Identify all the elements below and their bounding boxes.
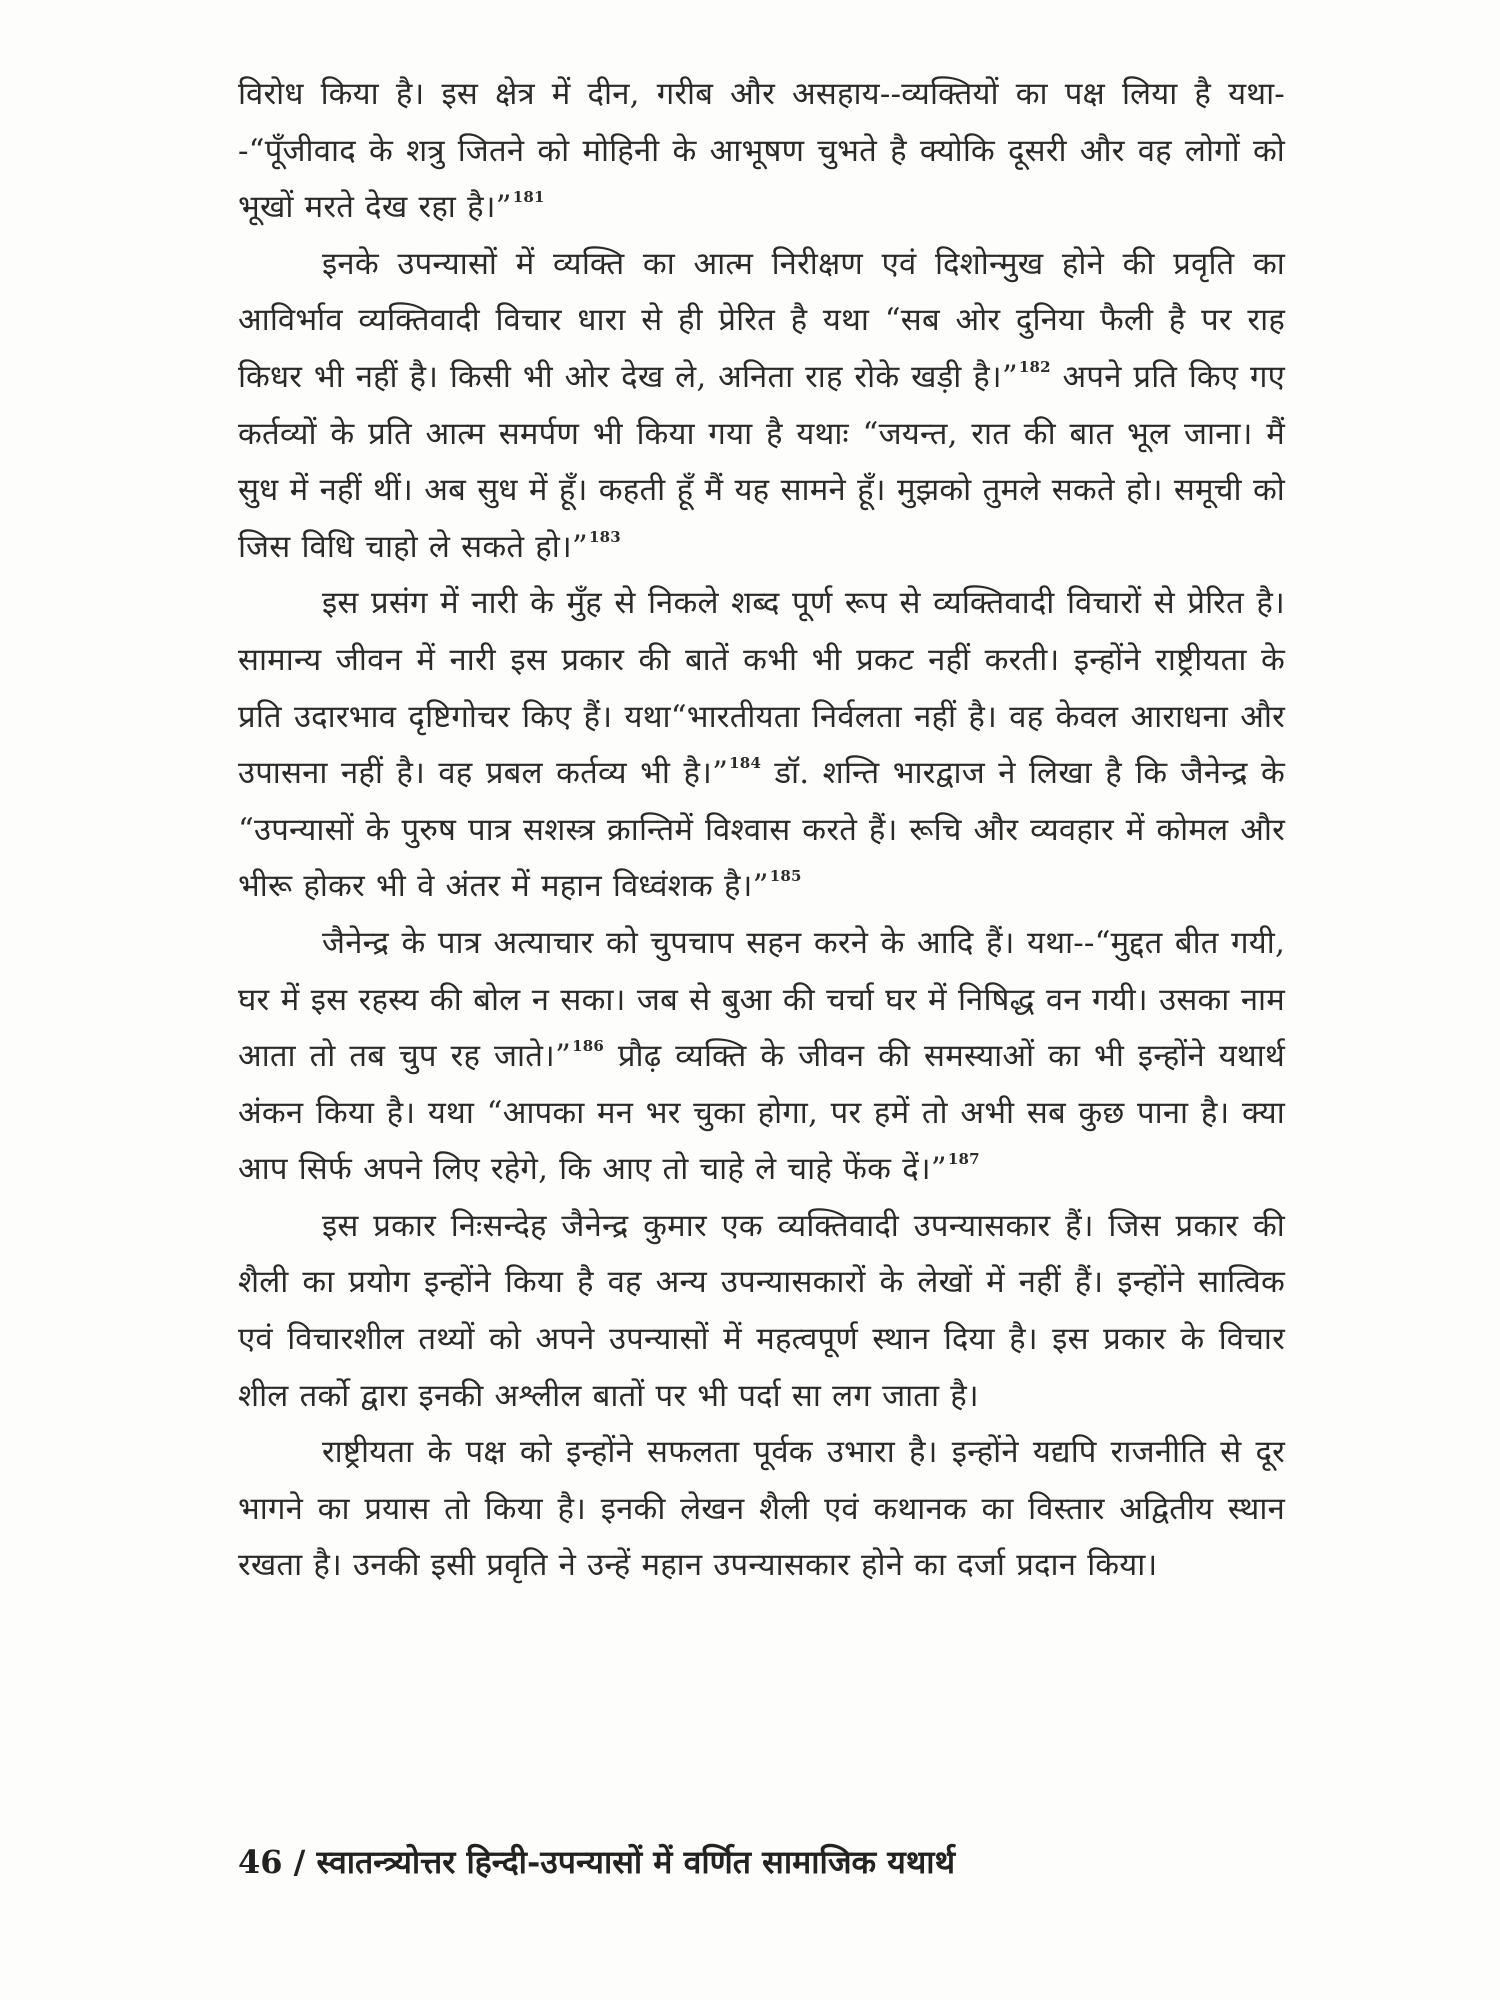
footnote-marker: 181: [512, 188, 545, 207]
book-title: स्वातन्त्र्योत्तर हिन्दी-उपन्यासों में वर्णित सामाजिक यथार्थ: [316, 1843, 956, 1881]
footer-separator: /: [282, 1843, 317, 1881]
paragraph: [238, 66, 1285, 236]
body-text: [238, 66, 1285, 1594]
paragraph-text: डॉ. शन्ति भारद्वाज ने लिखा है कि जैनेन्द्र के “उपन्यासों के पुरुष पात्र सशस्त्र क्रान्तिमें विश्वास करते हैं। रूचि और व्यवहार में कोमल और भीरू होकर भी वे अंतर में महान विध्वंशक है।”: [238, 755, 1285, 905]
paragraph-text: इनके उपन्यासों में व्यक्ति का आत्म निरीक्षण एवं दिशोन्मुख होने की प्रवृति का आविर्भाव व्यक्तिवादी विचार धारा से ही प्रेरित है यथा “सब ओर दुनिया फैली है पर राह किधर भी नहीं है। किसी भी ओर देख ले, अनिता राह रोके खड़ी है।”: [238, 245, 1285, 395]
paragraph: [238, 236, 1285, 576]
paragraph-text: प्रौढ़ व्यक्ति के जीवन की समस्याओं का भी इन्होंने यथार्थ अंकन किया है। यथा “आपका मन भर चुका होगा, पर हमें तो अभी सब कुछ पाना है। क्या आप सिर्फ अपने लिए रहेगे, कि आए तो चाहे ले चाहे फेंक दें।”: [238, 1038, 1285, 1188]
paragraph: [238, 1424, 1285, 1594]
paragraph: [238, 1198, 1285, 1424]
paragraph-text: इस प्रसंग में नारी के मुँह से निकले शब्द पूर्ण रूप से व्यक्तिवादी विचारों से प्रेरित है। सामान्य जीवन में नारी इस प्रकार की बातें कभी भी प्रकट नहीं करती। इन्होंने राष्ट्रीयता के प्रति उदारभाव दृष्टिगोचर किए हैं। यथा“भारतीयता निर्वलता नहीं है। वह केवल आराधना और उपासना नहीं है। वह प्रबल कर्तव्य भी है।”: [238, 585, 1285, 792]
footnote-marker: 187: [947, 1150, 980, 1169]
footnote-marker: 183: [588, 527, 621, 546]
paragraph-text: जैनेन्द्र के पात्र अत्याचार को चुपचाप सहन करने के आदि हैं। यथा--“मुद्दत बीत गयी, घर में इस रहस्य की बोल न सका। जब से बुआ की चर्चा घर में निषिद्ध वन गयी। उसका नाम आता तो तब चुप रह जाते।”: [238, 924, 1285, 1075]
footnote-marker: 186: [572, 1037, 604, 1056]
paragraph: [238, 915, 1285, 1198]
footnote-marker: 184: [729, 754, 762, 773]
paragraph-text: विरोध किया है। इस क्षेत्र में दीन, गरीब और असहाय--व्यक्तियों का पक्ष लिया है यथा--“पूँजीवाद के शत्रु जितने को मोहिनी के आभूषण चुभते है क्योकि दूसरी और वह लोगों को भूखों मरते देख रहा है।”: [238, 76, 1285, 226]
paragraph-text: अपने प्रति किए गए कर्तव्यों के प्रति आत्म समर्पण भी किया गया है यथाः “जयन्त, रात की बात भूल जाना। मैं सुध में नहीं थीं। अब सुध में हूँ। कहती हूँ मैं यह सामने हूँ। मुझको तुमले सकते हो। समूची को जिस विधि चाहो ले सकते हो।”: [238, 358, 1285, 565]
page-number: 46: [238, 1843, 283, 1881]
footnote-marker: 182: [1018, 357, 1051, 376]
page-footer: [238, 1840, 955, 1883]
footnote-marker: 185: [769, 867, 802, 886]
paragraph-text: राष्ट्रीयता के पक्ष को इन्होंने सफलता पूर्वक उभारा है। इन्होंने यद्यपि राजनीति से दूर भागने का प्रयास तो किया है। इनकी लेखन शैली एवं कथानक का विस्तार अद्वितीय स्थान रखता है। उनकी इसी प्रवृति ने उन्हें महान उपन्यासकार होने का दर्जा प्रदान किया।: [238, 1434, 1285, 1584]
paragraph-text: इस प्रकार निःसन्देह जैनेन्द्र कुमार एक व्यक्तिवादी उपन्यासकार हैं। जिस प्रकार की शैली का प्रयोग इन्होंने किया है वह अन्य उपन्यासकारों के लेखों में नहीं हैं। इन्होंने सात्विक एवं विचारशील तथ्यों को अपने उपन्यासों में महत्वपूर्ण स्थान दिया है। इस प्रकार के विचार शील तर्को द्वारा इनकी अश्लील बातों पर भी पर्दा सा लग जाता है।: [238, 1207, 1285, 1414]
paragraph: [238, 575, 1285, 915]
